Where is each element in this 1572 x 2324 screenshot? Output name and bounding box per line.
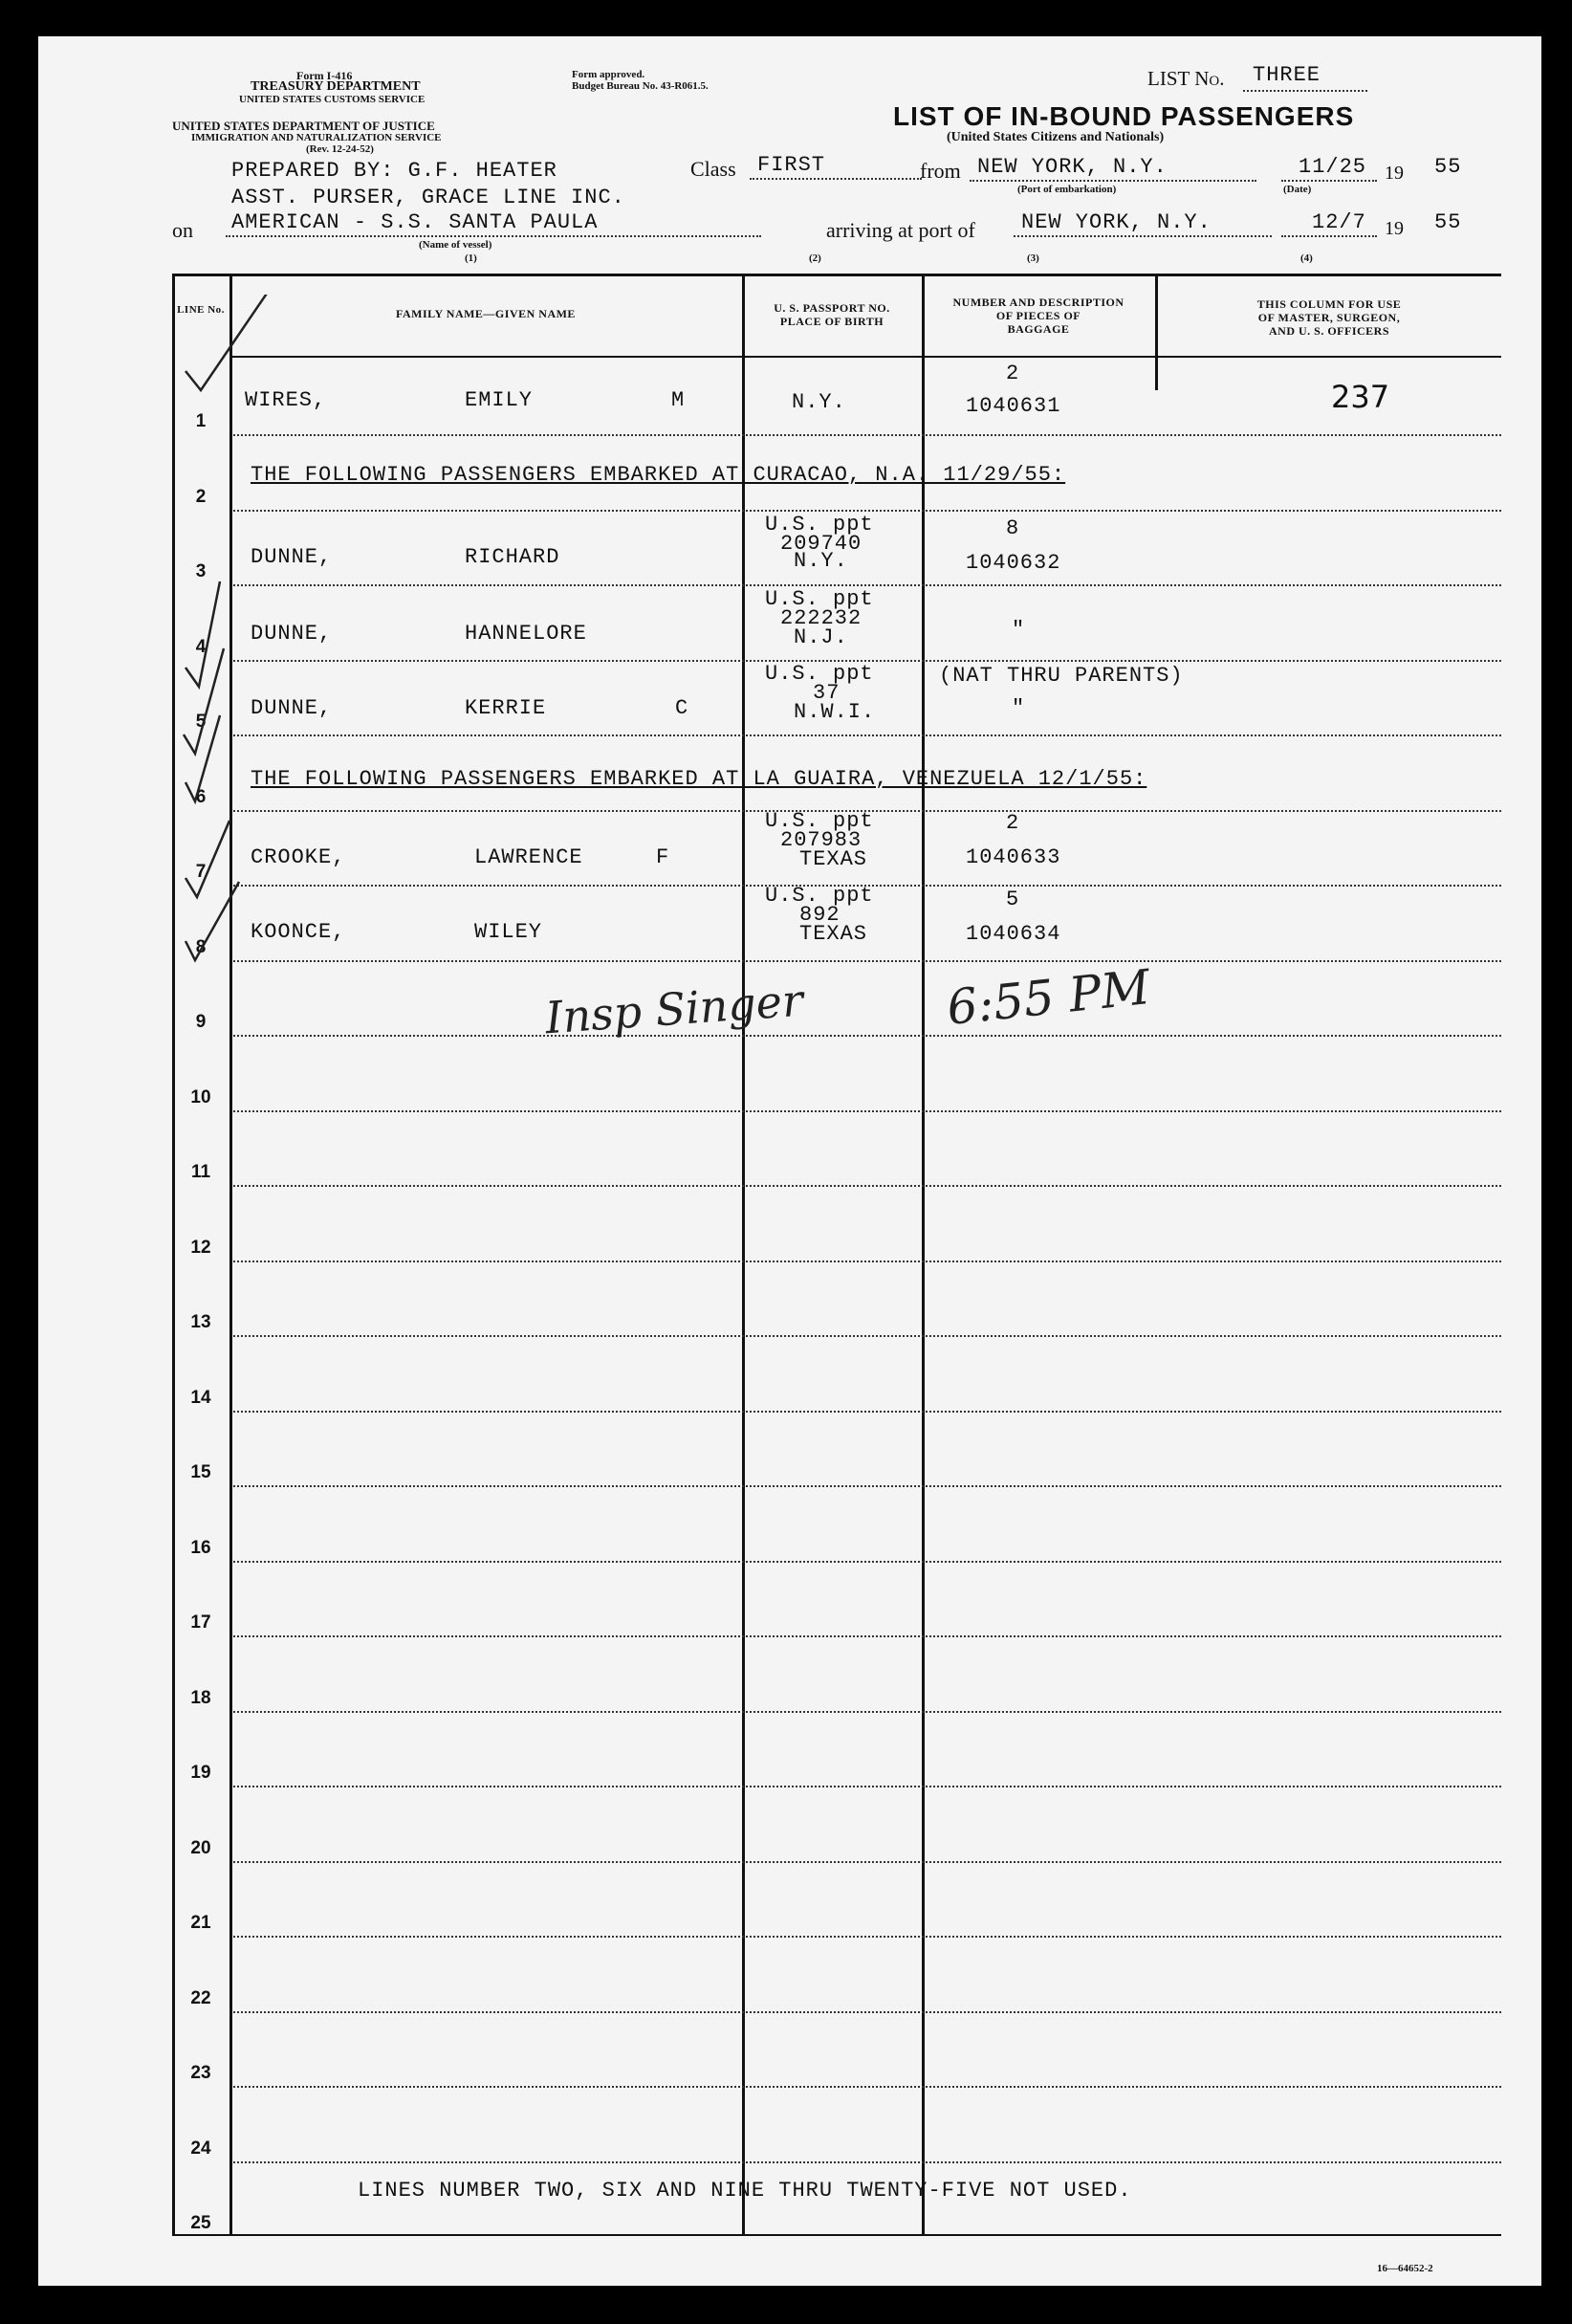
row7-given: LAWRENCE xyxy=(474,845,583,869)
row1-officer-number: 237 xyxy=(1331,379,1390,415)
row5-place: N.W.I. xyxy=(794,700,876,724)
line-number: 9 xyxy=(195,1012,207,1032)
caption-2: (2) xyxy=(809,252,821,264)
col-header-name: FAMILY NAME—GIVEN NAME xyxy=(396,307,576,320)
row5-initial: C xyxy=(675,696,689,720)
col-header-line-no: LINE No. xyxy=(177,304,225,316)
row-rule xyxy=(233,734,1501,736)
caption-1: (1) xyxy=(465,252,477,264)
row1-place: N.Y. xyxy=(792,390,846,414)
line-number: 13 xyxy=(190,1312,211,1332)
date-caption: (Date) xyxy=(1283,184,1312,195)
header-underline xyxy=(229,356,1501,358)
check-mark xyxy=(186,821,229,897)
row-rule xyxy=(233,1561,1501,1563)
row3-passport-no: 209740 xyxy=(780,532,862,556)
vessel-name: AMERICAN - S.S. SANTA PAULA xyxy=(231,210,599,234)
note-la-guaira: THE FOLLOWING PASSENGERS EMBARKED AT LA GUAIRA, VENEZUELA 12/1/55: xyxy=(251,767,1147,791)
row-rule xyxy=(233,1635,1501,1637)
line-number: 20 xyxy=(190,1837,211,1858)
line-number: 6 xyxy=(195,786,207,807)
row-rule xyxy=(233,960,1501,962)
line-number: 8 xyxy=(195,936,207,957)
caption-4: (4) xyxy=(1300,252,1313,264)
line-number: 16 xyxy=(190,1537,211,1558)
arrival-year: 55 xyxy=(1434,210,1462,234)
row5-bag-ditto: " xyxy=(1012,696,1026,720)
row4-family: DUNNE, xyxy=(251,622,333,646)
list-no-line xyxy=(1243,90,1367,92)
check-mark xyxy=(186,581,220,687)
from-port-line xyxy=(970,180,1256,182)
row3-family: DUNNE, xyxy=(251,545,333,569)
from-date: 11/25 xyxy=(1299,155,1367,179)
row-rule xyxy=(233,1035,1501,1037)
vessel-line xyxy=(226,235,761,237)
arrival-port: NEW YORK, N.Y. xyxy=(1021,210,1212,234)
line-number: 22 xyxy=(190,1987,211,2008)
line-number: 14 xyxy=(190,1387,211,1408)
line-number: 7 xyxy=(195,862,207,882)
line-number: 3 xyxy=(195,561,207,581)
footer-note: LINES NUMBER TWO, SIX AND NINE THRU TWENTY-FIVE NOT USED. xyxy=(358,2179,1132,2203)
row-rule xyxy=(233,1711,1501,1713)
row-rule xyxy=(233,434,1501,436)
row4-passport-no: 222232 xyxy=(780,606,862,630)
row-rule xyxy=(233,1185,1501,1187)
row4-given: HANNELORE xyxy=(465,622,587,646)
class-line xyxy=(750,178,922,180)
line-number: 24 xyxy=(190,2138,211,2159)
line-number: 15 xyxy=(190,1462,211,1482)
row5-family: DUNNE, xyxy=(251,696,333,720)
class-value: FIRST xyxy=(757,153,826,177)
row1-given: EMILY xyxy=(465,388,534,412)
arrival-port-line xyxy=(1014,235,1272,237)
line-number: 21 xyxy=(190,1913,211,1933)
row-rule xyxy=(233,1786,1501,1787)
row3-place: N.Y. xyxy=(794,549,848,573)
row4-passport-type: U.S. ppt xyxy=(765,587,874,611)
from-date-line xyxy=(1281,180,1377,182)
row8-place: TEXAS xyxy=(799,922,868,946)
line-number: 11 xyxy=(190,1162,211,1182)
table-top-border xyxy=(172,274,1501,276)
port-caption: (Port of embarkation) xyxy=(1017,184,1117,195)
arrival-year-prefix: 19 xyxy=(1385,218,1404,239)
col-header-baggage-3: BAGGAGE xyxy=(1007,322,1070,336)
line-number: 1 xyxy=(195,411,207,431)
row-rule xyxy=(233,584,1501,586)
row-rule xyxy=(233,510,1501,512)
line-number: 2 xyxy=(195,486,207,507)
list-no-value: THREE xyxy=(1253,63,1321,87)
row-rule xyxy=(233,2161,1501,2163)
row7-initial: F xyxy=(656,845,670,869)
row3-passport-type: U.S. ppt xyxy=(765,513,874,537)
row4-place: N.J. xyxy=(794,625,848,649)
line-number: 23 xyxy=(190,2063,211,2083)
manifest-page xyxy=(38,36,1541,2286)
col-header-passport-2: PLACE OF BIRTH xyxy=(779,315,884,328)
col-divider-passport xyxy=(742,275,745,2234)
budget-bureau: Budget Bureau No. 43-R061.5. xyxy=(572,80,709,92)
arrival-date: 12/7 xyxy=(1312,210,1366,234)
line-number: 25 xyxy=(190,2213,211,2233)
from-port: NEW YORK, N.Y. xyxy=(977,155,1168,179)
caption-3: (3) xyxy=(1027,252,1039,264)
row5-passport-no: 37 xyxy=(813,681,841,705)
row5-given: KERRIE xyxy=(465,696,547,720)
col-header-baggage-1: NUMBER AND DESCRIPTION xyxy=(952,296,1124,309)
line-number: 12 xyxy=(190,1237,211,1258)
from-year-prefix: 19 xyxy=(1385,163,1404,184)
customs-service: UNITED STATES CUSTOMS SERVICE xyxy=(239,94,426,105)
form-approved: Form approved. xyxy=(572,69,645,80)
row-rule xyxy=(233,1411,1501,1413)
inspector-signature: Insp Singer xyxy=(543,974,805,1044)
row7-place: TEXAS xyxy=(799,847,868,871)
treasury-dept: TREASURY DEPARTMENT xyxy=(251,79,421,94)
col-header-passport-1: U. S. PASSPORT NO. xyxy=(774,301,890,315)
col-header-baggage-2: OF PIECES OF xyxy=(995,309,1081,322)
form-title: LIST OF IN-BOUND PASSENGERS xyxy=(893,101,1355,131)
handwritten-time: 6:55 PM xyxy=(944,959,1153,1036)
footer-code: 16—64652-2 xyxy=(1377,2263,1433,2274)
row5-passport-type: U.S. ppt xyxy=(765,662,874,686)
row3-given: RICHARD xyxy=(465,545,560,569)
from-year: 55 xyxy=(1434,155,1462,179)
row-rule xyxy=(233,1936,1501,1938)
class-label: Class xyxy=(690,157,736,181)
row7-passport-no: 207983 xyxy=(780,828,862,852)
prepared-by-line2: ASST. PURSER, GRACE LINE INC. xyxy=(231,186,625,209)
on-label: on xyxy=(172,218,193,242)
row-rule xyxy=(233,2086,1501,2088)
justice-dept: UNITED STATES DEPARTMENT OF JUSTICE xyxy=(172,119,435,133)
line-number: 19 xyxy=(190,1763,211,1783)
row-rule xyxy=(233,1261,1501,1262)
row1-bag-count: 2 xyxy=(1006,362,1020,385)
row7-family: CROOKE, xyxy=(251,845,346,869)
revision: (Rev. 12-24-52) xyxy=(306,143,374,155)
row-rule xyxy=(233,1861,1501,1863)
check-mark xyxy=(186,295,273,390)
col-divider-baggage xyxy=(922,275,925,2234)
from-label: from xyxy=(920,159,961,183)
line-number: 10 xyxy=(190,1086,211,1107)
row8-passport-no: 892 xyxy=(799,903,841,927)
ins-service: IMMIGRATION AND NATURALIZATION SERVICE xyxy=(191,132,442,143)
row8-bag-no: 1040634 xyxy=(966,922,1061,946)
form-subtitle: (United States Citizens and Nationals) xyxy=(947,130,1165,144)
row8-given: WILEY xyxy=(474,920,543,944)
row5-nat-note: (NAT THRU PARENTS) xyxy=(939,664,1184,688)
arriving-label: arriving at port of xyxy=(826,218,975,242)
row8-bag-count: 5 xyxy=(1006,888,1020,911)
row8-passport-type: U.S. ppt xyxy=(765,884,874,908)
note-curacao: THE FOLLOWING PASSENGERS EMBARKED AT CURACAO, N.A. 11/29/55: xyxy=(251,463,1066,487)
row7-passport-type: U.S. ppt xyxy=(765,809,874,833)
row3-bag-count: 8 xyxy=(1006,516,1020,540)
col-header-officers-1: THIS COLUMN FOR USE xyxy=(1256,297,1402,311)
form-number: Form I-416 xyxy=(296,69,353,82)
line-number: 5 xyxy=(195,712,207,732)
line-number: 4 xyxy=(195,636,207,657)
line-number: 18 xyxy=(190,1687,211,1708)
row1-bag-no: 1040631 xyxy=(966,394,1061,418)
row7-bag-count: 2 xyxy=(1006,811,1020,835)
row1-family: WIRES, xyxy=(245,388,327,412)
row-rule xyxy=(233,2011,1501,2013)
list-no-label: LIST No. xyxy=(1147,67,1225,90)
row-rule xyxy=(233,1485,1501,1487)
col-divider-line xyxy=(172,275,175,2234)
table-bottom-border xyxy=(172,2234,1501,2236)
row-rule xyxy=(233,1110,1501,1112)
col-header-officers-2: OF MASTER, SURGEON, xyxy=(1257,311,1401,324)
row3-bag-no: 1040632 xyxy=(966,551,1061,575)
check-marks xyxy=(182,295,335,964)
row4-bag-ditto: " xyxy=(1012,618,1026,642)
row8-family: KOONCE, xyxy=(251,920,346,944)
row7-bag-no: 1040633 xyxy=(966,845,1061,869)
row-rule xyxy=(233,1335,1501,1337)
line-number: 17 xyxy=(190,1612,211,1633)
prepared-by-line1: PREPARED BY: G.F. HEATER xyxy=(231,159,557,183)
row1-initial: M xyxy=(671,388,686,412)
vessel-caption: (Name of vessel) xyxy=(419,239,492,251)
col-header-officers-3: AND U. S. OFFICERS xyxy=(1268,324,1389,338)
arrival-date-line xyxy=(1281,235,1377,237)
